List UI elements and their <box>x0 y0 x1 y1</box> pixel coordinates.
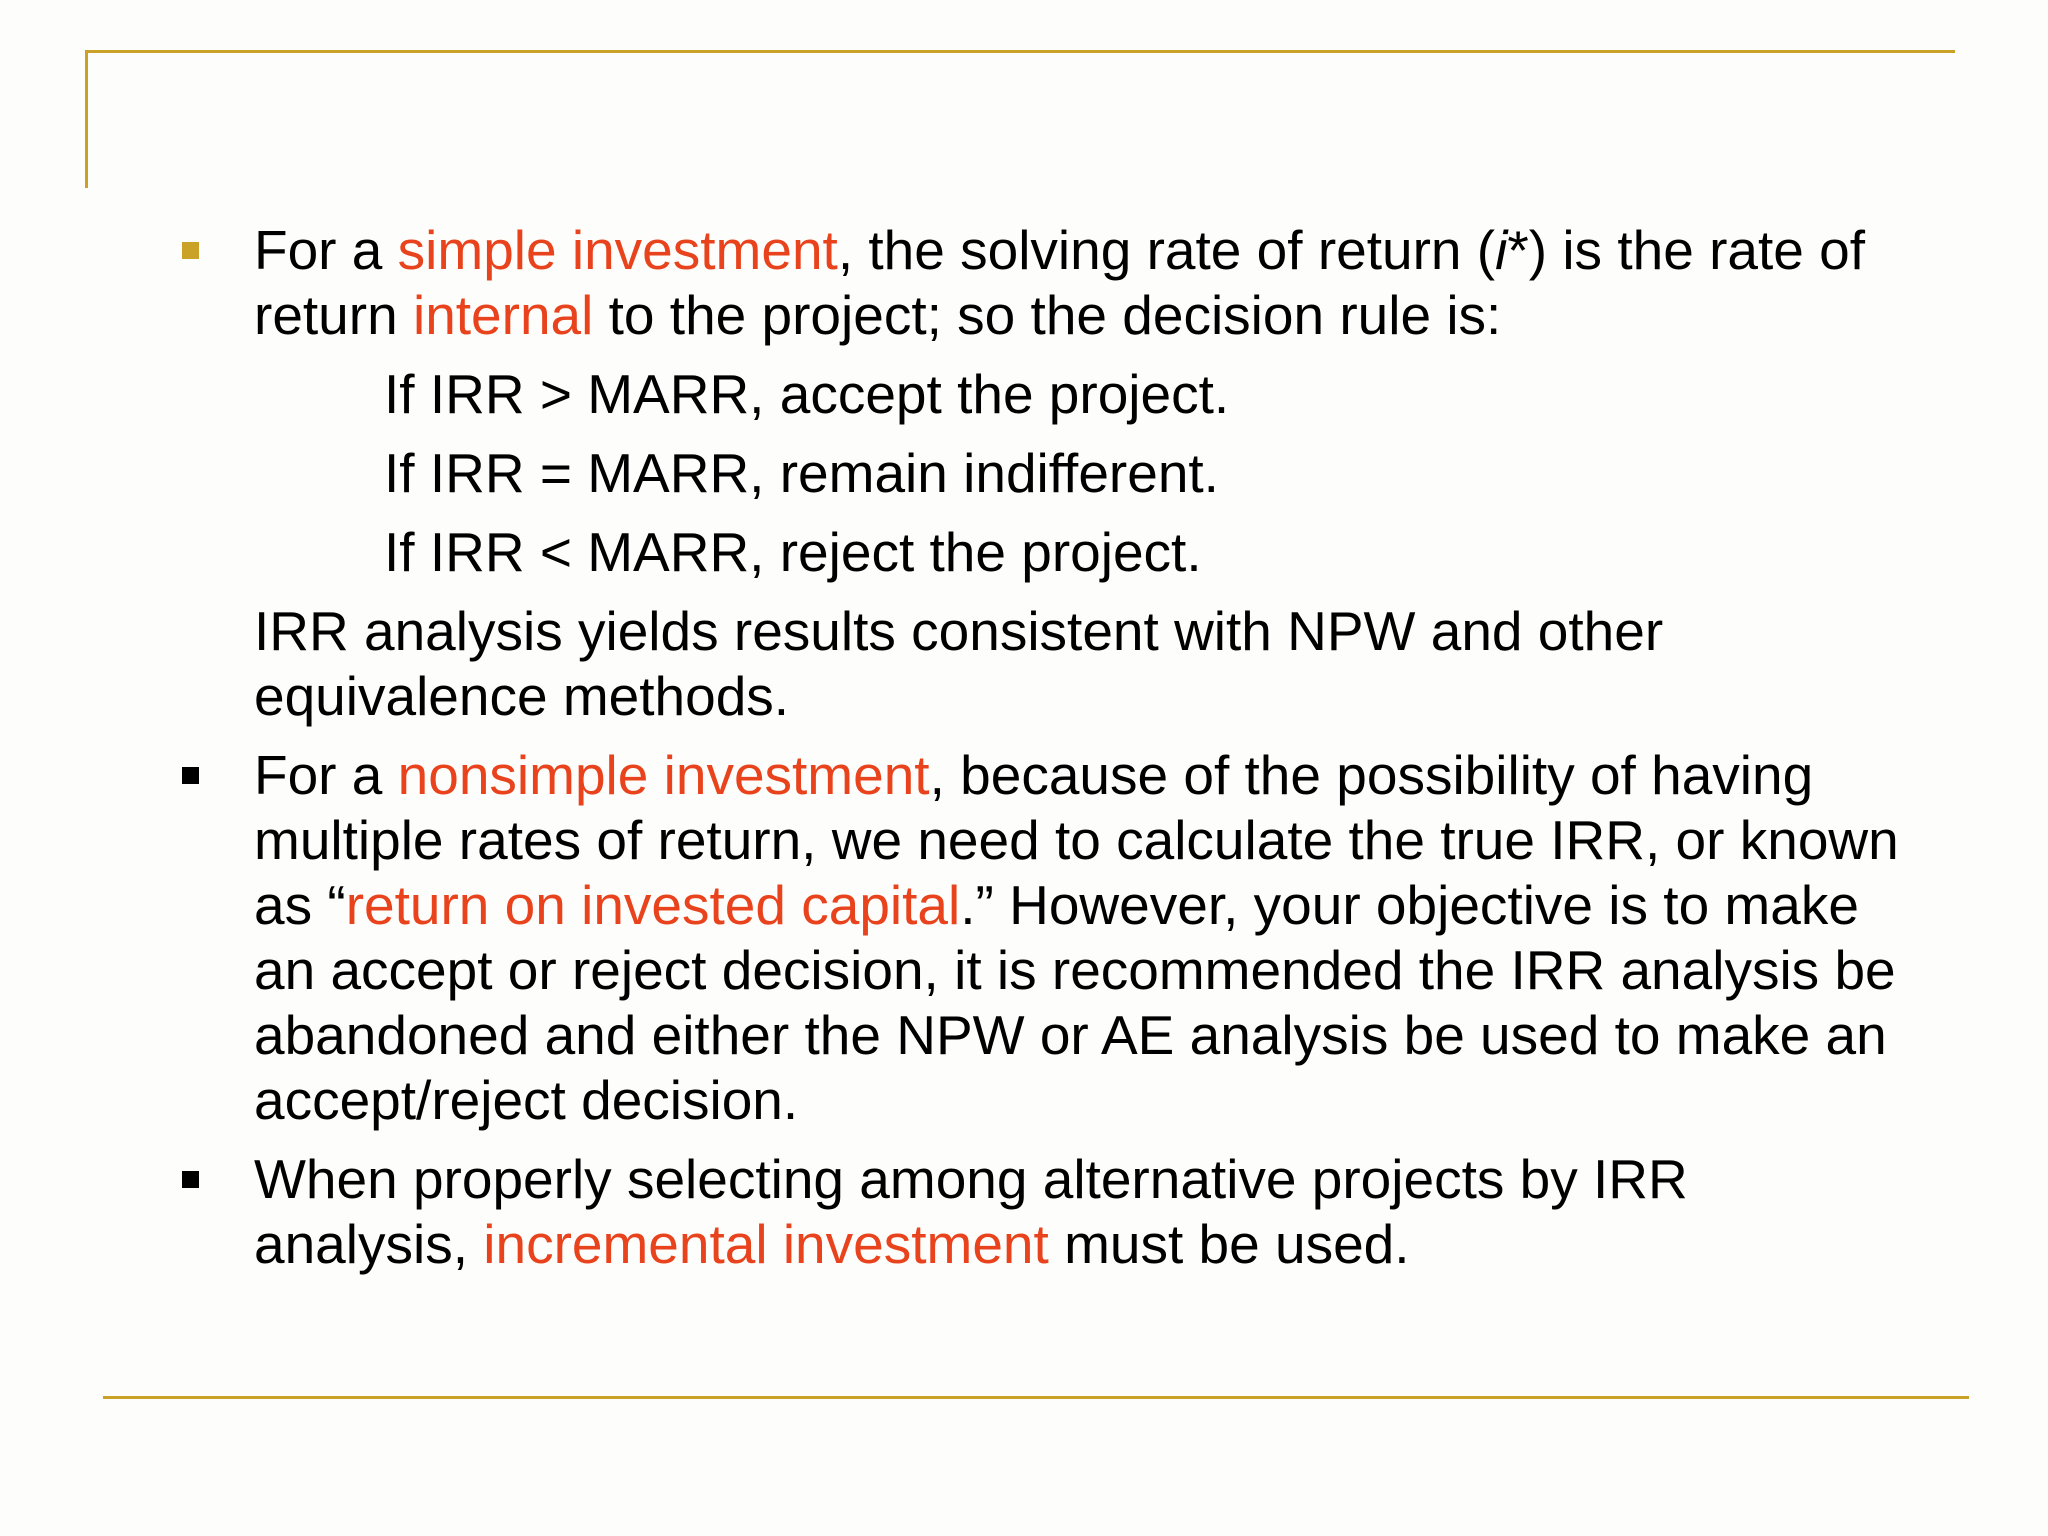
text-run: For a <box>254 219 398 281</box>
text-run: , the solving rate of return ( <box>837 219 1496 281</box>
highlight-nonsimple-investment: nonsimple investment <box>397 744 930 806</box>
text-run: .” However, your objective is to make an accept or reject decision, it is recommended the IRR analysis be abandoned and either the NPW or AE analysis be used to make an accept/reject decision. <box>254 874 1896 1131</box>
decision-rule-accept: If IRR > MARR, accept the project. <box>384 363 1230 425</box>
text-run: , because of the possibility of having multiple rates of return, we need to calculate the true IRR, or known as “ <box>254 744 1899 936</box>
text-run: must be used. <box>1048 1213 1410 1275</box>
highlight-incremental-investment: incremental investment <box>483 1213 1049 1275</box>
text-run: When properly selecting among alternative projects by IRR analysis, <box>254 1148 1688 1275</box>
text-run: *) is the rate of return <box>254 219 1865 346</box>
text-run: to the project; so the decision rule is: <box>593 284 1502 346</box>
left-rule <box>85 50 88 188</box>
square-bullet-icon <box>182 242 199 259</box>
square-bullet-icon <box>182 767 199 784</box>
bottom-rule <box>103 1396 1969 1399</box>
decision-rule-reject: If IRR < MARR, reject the project. <box>384 521 1202 583</box>
slide-content <box>0 218 2048 1277</box>
bullet-incremental-investment <box>0 1147 1914 1277</box>
highlight-return-on-invested-capital: return on invested capital <box>345 874 961 936</box>
square-bullet-icon <box>182 1171 199 1188</box>
highlight-internal: internal <box>412 284 594 346</box>
top-rule <box>85 50 1955 53</box>
italic-i: i <box>1495 219 1508 281</box>
highlight-simple-investment: simple investment <box>397 219 838 281</box>
text-run: For a <box>254 744 398 806</box>
bullet-simple-investment <box>0 218 1914 348</box>
irr-consistency-note: IRR analysis yields results consistent with NPW and other equivalence methods. <box>254 600 1664 727</box>
decision-rule-indifferent: If IRR = MARR, remain indifferent. <box>384 442 1219 504</box>
bullet-nonsimple-investment <box>0 743 1914 1133</box>
